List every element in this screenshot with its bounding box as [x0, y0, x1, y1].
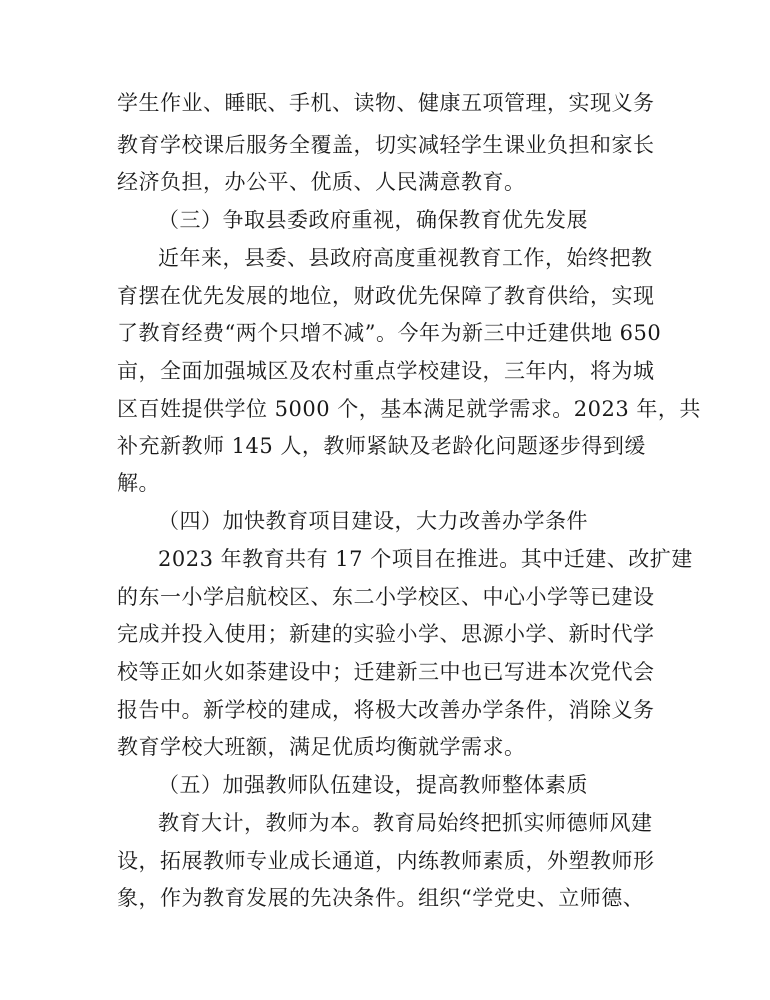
paragraph-line: 完成并投入使用；新建的实验小学、思源小学、新时代学	[117, 622, 655, 646]
section-heading: （五）加强教师队伍建设，提高教师整体素质	[158, 773, 588, 797]
paragraph-line: 学生作业、睡眠、手机、读物、健康五项管理，实现义务	[117, 91, 655, 115]
paragraph-line: 经济负担，办公平、优质、人民满意教育。	[117, 170, 526, 194]
paragraph-line: 校等正如火如荼建设中；迁建新三中也已写进本次党代会	[117, 660, 655, 684]
paragraph-line: 教育学校课后服务全覆盖，切实减轻学生课业负担和家长	[117, 133, 655, 157]
paragraph-line: 补充新教师 145 人，教师紧缺及老龄化问题逐步得到缓	[117, 434, 646, 458]
paragraph-line: 区百姓提供学位 5000 个，基本满足就学需求。2023 年，共	[117, 397, 701, 421]
section-heading: （四）加快教育项目建设，大力改善办学条件	[158, 509, 588, 533]
paragraph-line: 报告中。新学校的建成，将极大改善办学条件，消除义务	[117, 698, 655, 722]
section-heading: （三）争取县委政府重视，确保教育优先发展	[158, 208, 588, 232]
paragraph-line: 象，作为教育发展的先决条件。组织“学党史、立师德、	[117, 886, 645, 910]
paragraph-line: 教育大计，教师为本。教育局始终把抓实师德师风建	[158, 811, 653, 835]
paragraph-line: 2023 年教育共有 17 个项目在推进。其中迁建、改扩建	[158, 547, 693, 571]
paragraph-line: 的东一小学启航校区、东二小学校区、中心小学等已建设	[117, 585, 655, 609]
paragraph-line: 育摆在优先发展的地位，财政优先保障了教育供给，实现	[117, 284, 655, 308]
paragraph-line: 设，拓展教师专业成长通道，内练教师素质，外塑教师形	[117, 849, 655, 873]
paragraph-line: 教育学校大班额，满足优质均衡就学需求。	[117, 735, 526, 759]
paragraph-line: 了教育经费“两个只增不减”。今年为新三中迁建供地 650	[117, 321, 662, 345]
paragraph-line: 解。	[117, 471, 160, 495]
paragraph-line: 近年来，县委、县政府高度重视教育工作，始终把教	[158, 246, 653, 270]
paragraph-line: 亩，全面加强城区及农村重点学校建设，三年内，将为城	[117, 359, 655, 383]
